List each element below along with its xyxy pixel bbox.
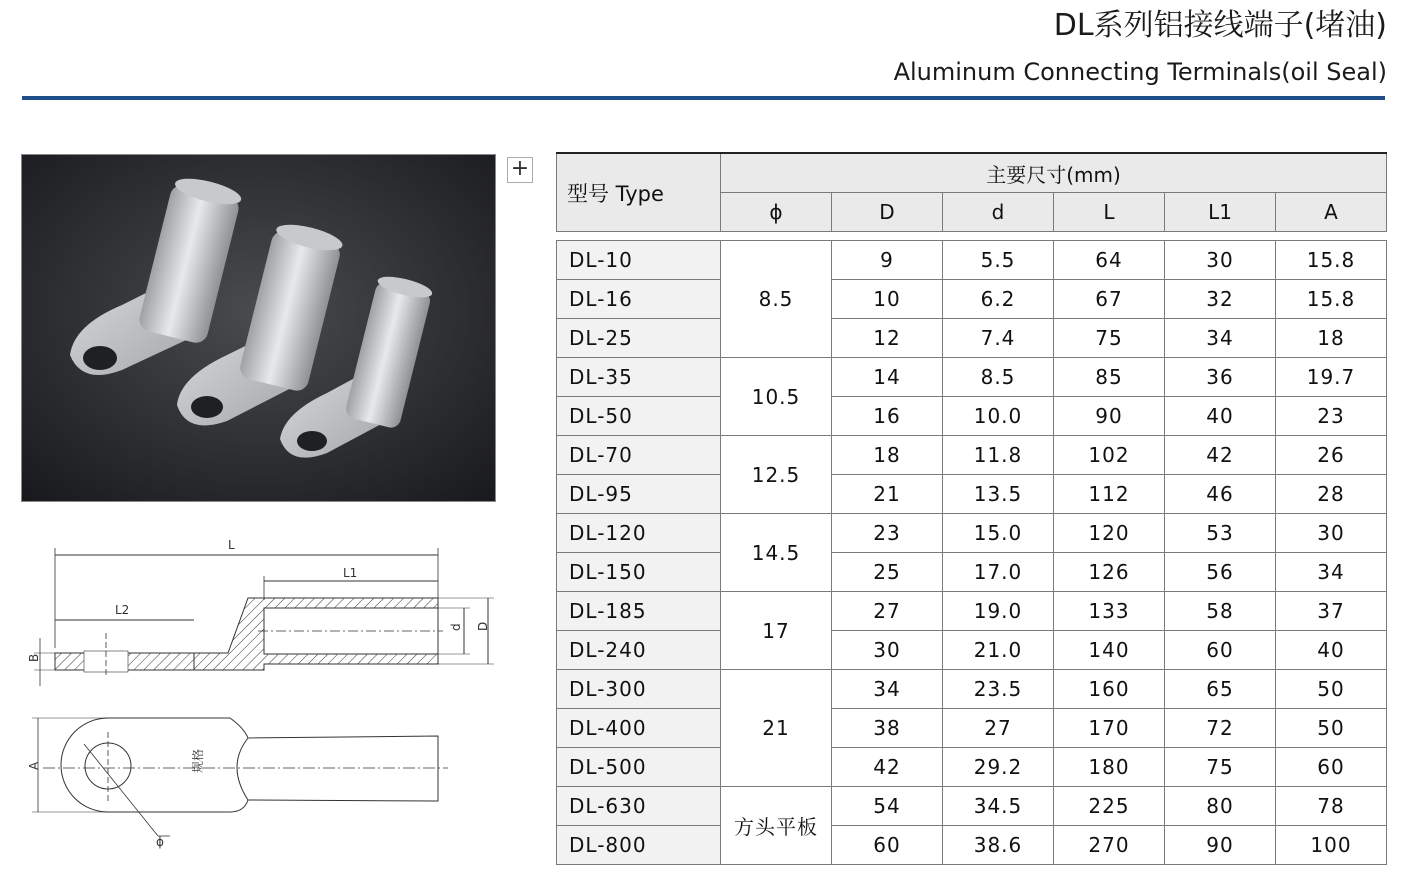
cell-A: 15.8 bbox=[1276, 280, 1387, 319]
cell-type: DL-185 bbox=[557, 592, 721, 631]
cell-A: 40 bbox=[1276, 631, 1387, 670]
cell-D: 23 bbox=[832, 514, 943, 553]
cell-d: 19.0 bbox=[943, 592, 1054, 631]
table-row bbox=[557, 670, 1387, 709]
cell-D: 12 bbox=[832, 319, 943, 358]
label-L: L bbox=[228, 538, 235, 552]
cell-d: 29.2 bbox=[943, 748, 1054, 787]
table-row bbox=[557, 475, 1387, 514]
cell-A: 15.8 bbox=[1276, 241, 1387, 280]
cell-A: 34 bbox=[1276, 553, 1387, 592]
cell-L1: 30 bbox=[1165, 241, 1276, 280]
page-subtitle: Aluminum Connecting Terminals(oil Seal) bbox=[893, 58, 1387, 86]
cell-L: 133 bbox=[1054, 592, 1165, 631]
cell-phi: 8.5 bbox=[721, 241, 832, 358]
cell-type: DL-800 bbox=[557, 826, 721, 865]
cell-type: DL-500 bbox=[557, 748, 721, 787]
type-column-header: 型号 Type bbox=[557, 153, 721, 232]
cell-type: DL-70 bbox=[557, 436, 721, 475]
table-row bbox=[557, 319, 1387, 358]
cell-d: 10.0 bbox=[943, 397, 1054, 436]
cell-L: 85 bbox=[1054, 358, 1165, 397]
cell-type: DL-240 bbox=[557, 631, 721, 670]
cell-type: DL-95 bbox=[557, 475, 721, 514]
cell-L: 67 bbox=[1054, 280, 1165, 319]
cell-type: DL-120 bbox=[557, 514, 721, 553]
aluminum-terminal-photo-icon bbox=[22, 155, 496, 502]
spec-table bbox=[556, 152, 1387, 865]
label-d: d bbox=[449, 623, 463, 631]
top-view-drawing bbox=[18, 706, 500, 856]
cell-A: 100 bbox=[1276, 826, 1387, 865]
cell-L: 64 bbox=[1054, 241, 1165, 280]
cell-A: 28 bbox=[1276, 475, 1387, 514]
table-row bbox=[557, 553, 1387, 592]
column-header-phi: ϕ bbox=[721, 193, 832, 232]
cell-D: 38 bbox=[832, 709, 943, 748]
column-header-L1: L1 bbox=[1165, 193, 1276, 232]
cell-type: DL-50 bbox=[557, 397, 721, 436]
column-header-A: A bbox=[1276, 193, 1387, 232]
cell-type: DL-10 bbox=[557, 241, 721, 280]
zoom-button[interactable]: + bbox=[507, 157, 533, 183]
cell-A: 19.7 bbox=[1276, 358, 1387, 397]
cell-D: 30 bbox=[832, 631, 943, 670]
label-A: A bbox=[27, 761, 41, 770]
cell-L: 112 bbox=[1054, 475, 1165, 514]
cell-L: 90 bbox=[1054, 397, 1165, 436]
cell-L: 225 bbox=[1054, 787, 1165, 826]
table-row bbox=[557, 514, 1387, 553]
cell-D: 14 bbox=[832, 358, 943, 397]
cell-D: 21 bbox=[832, 475, 943, 514]
cell-L1: 65 bbox=[1165, 670, 1276, 709]
cell-L: 120 bbox=[1054, 514, 1165, 553]
cell-d: 27 bbox=[943, 709, 1054, 748]
cell-type: DL-35 bbox=[557, 358, 721, 397]
cell-phi: 14.5 bbox=[721, 514, 832, 592]
label-phi: ϕ bbox=[156, 835, 164, 849]
product-photo bbox=[21, 154, 496, 502]
cell-L1: 90 bbox=[1165, 826, 1276, 865]
cell-D: 27 bbox=[832, 592, 943, 631]
cell-L1: 36 bbox=[1165, 358, 1276, 397]
cell-type: DL-400 bbox=[557, 709, 721, 748]
label-L2: L2 bbox=[115, 603, 130, 617]
cell-L1: 40 bbox=[1165, 397, 1276, 436]
table-row bbox=[557, 397, 1387, 436]
cell-D: 18 bbox=[832, 436, 943, 475]
column-header-d: d bbox=[943, 193, 1054, 232]
cell-D: 9 bbox=[832, 241, 943, 280]
cell-D: 42 bbox=[832, 748, 943, 787]
cell-L: 126 bbox=[1054, 553, 1165, 592]
cell-A: 60 bbox=[1276, 748, 1387, 787]
cell-L1: 80 bbox=[1165, 787, 1276, 826]
cell-A: 23 bbox=[1276, 397, 1387, 436]
table-row bbox=[557, 748, 1387, 787]
cell-d: 38.6 bbox=[943, 826, 1054, 865]
cell-A: 18 bbox=[1276, 319, 1387, 358]
table-row bbox=[557, 787, 1387, 826]
cell-type: DL-150 bbox=[557, 553, 721, 592]
cell-d: 5.5 bbox=[943, 241, 1054, 280]
cell-phi: 21 bbox=[721, 670, 832, 787]
cell-phi: 方头平板 bbox=[721, 787, 832, 865]
cell-L: 75 bbox=[1054, 319, 1165, 358]
dimensions-header: 主要尺寸(mm) bbox=[721, 153, 1387, 193]
table-row bbox=[557, 709, 1387, 748]
cell-L: 140 bbox=[1054, 631, 1165, 670]
label-L1: L1 bbox=[343, 566, 358, 580]
cell-L: 160 bbox=[1054, 670, 1165, 709]
cell-phi: 10.5 bbox=[721, 358, 832, 436]
cell-L1: 58 bbox=[1165, 592, 1276, 631]
cell-d: 6.2 bbox=[943, 280, 1054, 319]
cell-L1: 42 bbox=[1165, 436, 1276, 475]
column-header-L: L bbox=[1054, 193, 1165, 232]
cell-L1: 46 bbox=[1165, 475, 1276, 514]
page-title: DL系列铝接线端子(堵油) bbox=[1053, 8, 1387, 43]
cell-d: 13.5 bbox=[943, 475, 1054, 514]
cell-L1: 75 bbox=[1165, 748, 1276, 787]
cell-L1: 60 bbox=[1165, 631, 1276, 670]
cell-d: 15.0 bbox=[943, 514, 1054, 553]
cell-D: 16 bbox=[832, 397, 943, 436]
cell-D: 10 bbox=[832, 280, 943, 319]
cell-A: 50 bbox=[1276, 670, 1387, 709]
cell-D: 60 bbox=[832, 826, 943, 865]
cell-D: 25 bbox=[832, 553, 943, 592]
table-row bbox=[557, 436, 1387, 475]
cell-phi: 17 bbox=[721, 592, 832, 670]
cell-L1: 56 bbox=[1165, 553, 1276, 592]
cell-d: 21.0 bbox=[943, 631, 1054, 670]
cell-A: 78 bbox=[1276, 787, 1387, 826]
cell-d: 34.5 bbox=[943, 787, 1054, 826]
cell-phi: 12.5 bbox=[721, 436, 832, 514]
cell-d: 11.8 bbox=[943, 436, 1054, 475]
cell-d: 17.0 bbox=[943, 553, 1054, 592]
label-B: B bbox=[27, 653, 41, 662]
table-row bbox=[557, 826, 1387, 865]
cell-type: DL-300 bbox=[557, 670, 721, 709]
cell-L: 180 bbox=[1054, 748, 1165, 787]
cell-A: 30 bbox=[1276, 514, 1387, 553]
table-row bbox=[557, 241, 1387, 280]
cell-D: 54 bbox=[832, 787, 943, 826]
cell-L1: 32 bbox=[1165, 280, 1276, 319]
cell-d: 23.5 bbox=[943, 670, 1054, 709]
cell-L1: 72 bbox=[1165, 709, 1276, 748]
label-spec: 规格 bbox=[191, 748, 205, 773]
cell-A: 50 bbox=[1276, 709, 1387, 748]
side-section-drawing bbox=[18, 528, 500, 692]
cell-A: 37 bbox=[1276, 592, 1387, 631]
header-divider bbox=[22, 96, 1385, 100]
table-row bbox=[557, 358, 1387, 397]
table-row bbox=[557, 631, 1387, 670]
table-row bbox=[557, 592, 1387, 631]
cell-D: 34 bbox=[832, 670, 943, 709]
table-row bbox=[557, 280, 1387, 319]
column-header-D: D bbox=[832, 193, 943, 232]
cell-type: DL-25 bbox=[557, 319, 721, 358]
cell-d: 8.5 bbox=[943, 358, 1054, 397]
spec-table-body bbox=[557, 232, 1387, 865]
cell-A: 26 bbox=[1276, 436, 1387, 475]
cell-type: DL-630 bbox=[557, 787, 721, 826]
cell-L1: 34 bbox=[1165, 319, 1276, 358]
cell-L: 102 bbox=[1054, 436, 1165, 475]
cell-L: 170 bbox=[1054, 709, 1165, 748]
cell-d: 7.4 bbox=[943, 319, 1054, 358]
cell-L: 270 bbox=[1054, 826, 1165, 865]
cell-type: DL-16 bbox=[557, 280, 721, 319]
cell-L1: 53 bbox=[1165, 514, 1276, 553]
label-D: D bbox=[476, 621, 490, 631]
